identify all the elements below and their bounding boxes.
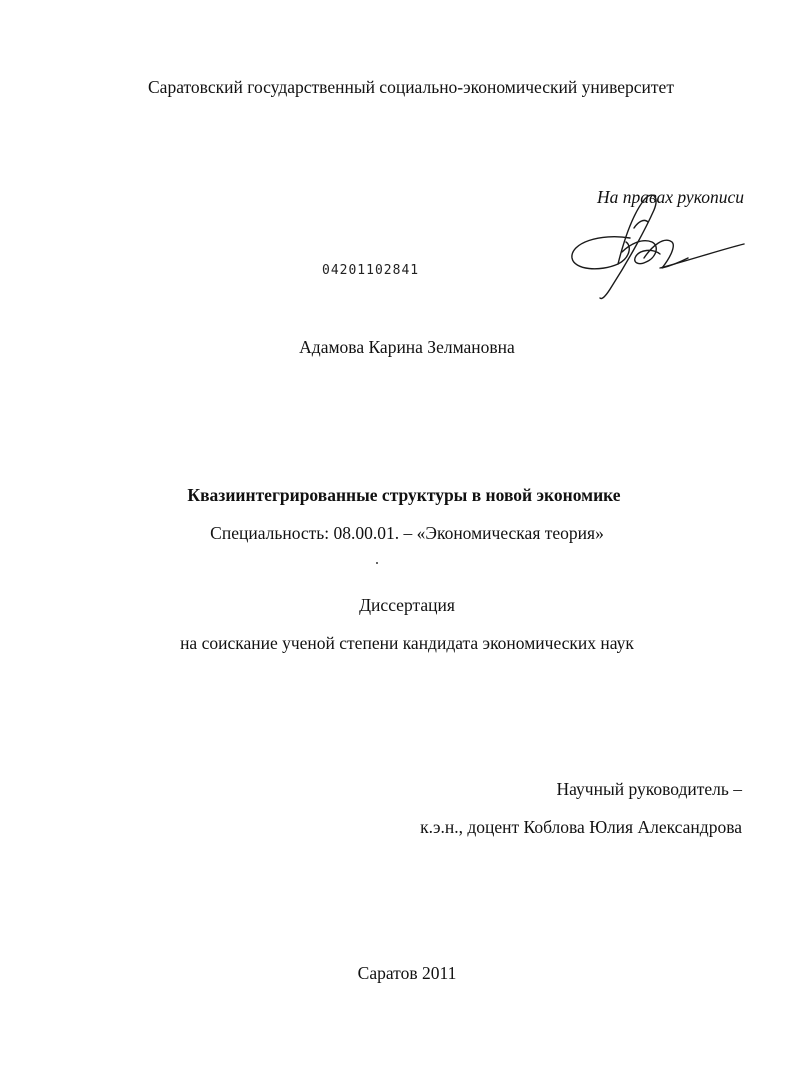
city-year: Саратов 2011	[357, 963, 457, 983]
scan-speck	[376, 562, 378, 564]
degree-purpose: на соискание ученой степени кандидата экономических наук	[180, 633, 634, 653]
university-name: Саратовский государственный социально-экономический университет	[148, 77, 674, 97]
supervisor-name: к.э.н., доцент Коблова Юлия Александрова	[420, 817, 742, 837]
author-name: Адамова Карина Зелмановна	[299, 337, 515, 357]
manuscript-note: На правах рукописи	[597, 187, 744, 207]
supervisor-label: Научный руководитель –	[556, 779, 742, 799]
degree-type: Диссертация	[359, 595, 455, 615]
specialty: Специальность: 08.00.01. – «Экономическая теория»	[210, 523, 604, 543]
handwritten-signature-icon	[560, 188, 750, 308]
dissertation-title: Квазиинтегрированные структуры в новой экономике	[187, 485, 621, 505]
registration-code: 04201102841	[322, 263, 420, 278]
